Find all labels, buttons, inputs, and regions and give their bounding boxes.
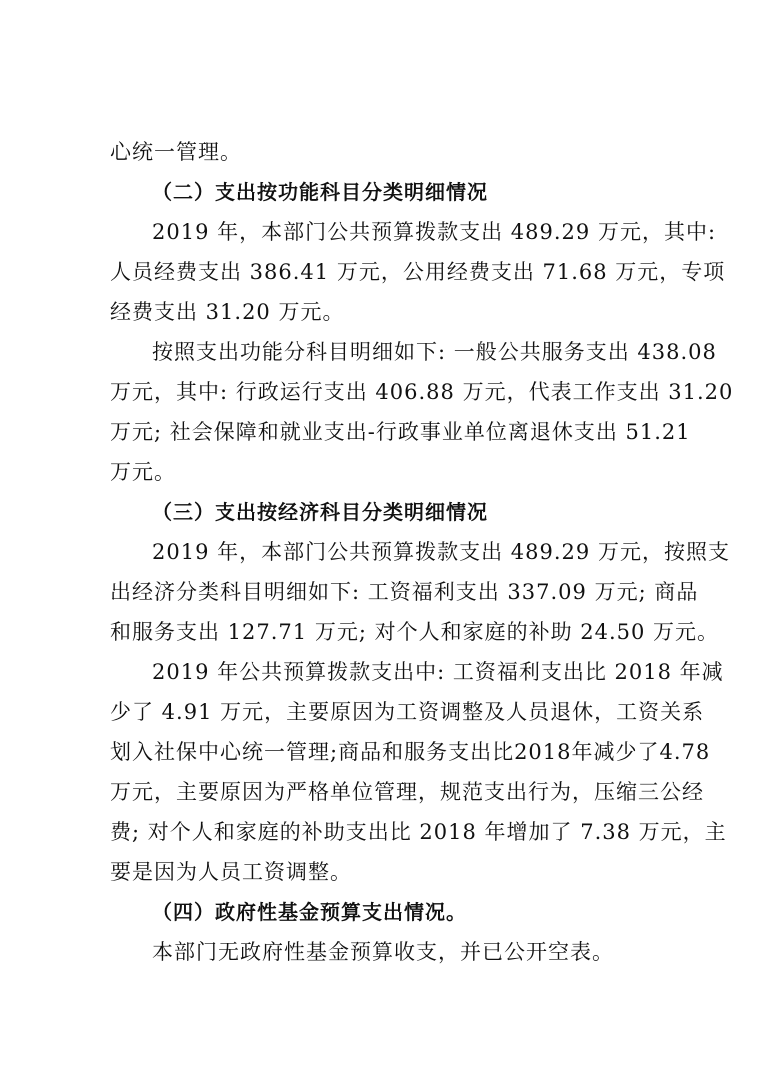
paragraph-line: 2019 年，本部门公共预算拨款支出 489.29 万元，其中: [152, 220, 717, 244]
paragraph-line: 2019 年公共预算拨款支出中: 工资福利支出比 2018 年减 [152, 660, 724, 684]
paragraph-line: 万元; 社会保障和就业支出-行政事业单位离退休支出 51.21 [110, 420, 691, 444]
paragraph-line: 万元。 [110, 460, 176, 484]
paragraph-line: 少了 4.91 万元，主要原因为工资调整及人员退休，工资关系 [110, 700, 705, 724]
paragraph-line: 划入社保中心统一管理;商品和服务支出比2018年减少了4.78 [110, 740, 711, 764]
paragraph-line: 万元，其中: 行政运行支出 406.88 万元，代表工作支出 31.20 [110, 380, 734, 404]
paragraph-line: 按照支出功能分科目明细如下: 一般公共服务支出 438.08 [152, 340, 717, 364]
paragraph-line: 万元，主要原因为严格单位管理，规范支出行为，压缩三公经 [110, 780, 704, 804]
paragraph-line: 经费支出 31.20 万元。 [110, 300, 345, 324]
paragraph-line: 费; 对个人和家庭的补助支出比 2018 年增加了 7.38 万元，主 [110, 820, 727, 844]
section-heading-2: （二）支出按功能科目分类明细情况 [152, 180, 488, 204]
paragraph-line: 要是因为人员工资调整。 [110, 860, 352, 884]
section-heading-3: （三）支出按经济科目分类明细情况 [152, 500, 488, 524]
paragraph-line: 出经济分类科目明细如下: 工资福利支出 337.09 万元; 商品 [110, 580, 699, 604]
paragraph-line: 人员经费支出 386.41 万元，公用经费支出 71.68 万元，专项 [110, 260, 726, 284]
paragraph-line: 心统一管理。 [110, 140, 242, 164]
paragraph-line: 本部门无政府性基金预算收支，并已公开空表。 [152, 940, 614, 964]
paragraph-line: 2019 年，本部门公共预算拨款支出 489.29 万元，按照支 [152, 540, 730, 564]
section-heading-4: （四）政府性基金预算支出情况。 [152, 900, 467, 924]
paragraph-line: 和服务支出 127.71 万元; 对个人和家庭的补助 24.50 万元。 [110, 620, 720, 644]
